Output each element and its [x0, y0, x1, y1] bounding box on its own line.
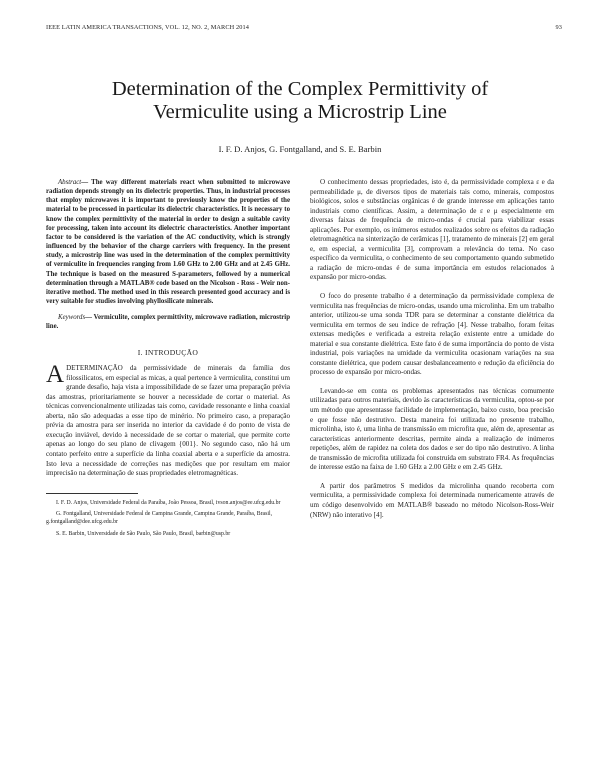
title-line-2: Vermiculite using a Microstrip Line [153, 101, 447, 123]
keywords-label: Keywords [58, 314, 86, 322]
page-number: 93 [555, 24, 562, 31]
body-paragraph-4: A partir dos parâmetros S medidos da microlinha quando recoberta com vermiculita, a permissividade complexa foi determinada numericamente através de um código desenvolvido em MATLAB® baseado no método Nicolson-Ross-Weir (NRW) não interativo [4]. [310, 481, 554, 519]
keywords-text: — Vermiculite, complex permittivity, microwave radiation, microstrip line. [46, 314, 290, 331]
author-list: I. F. D. Anjos, G. Fontgalland, and S. E. Barbin [218, 144, 382, 154]
abstract-text: — The way different materials react when submitted to microwave radiation depends strongly on its dielectric properties. Thus, in industrial processes that employ microwaves it is important to previously know the properties of the material to be processed in particular its dielectric characteristics. It is necessary to know the complex permittivity of the material in order to design a suitable cavity for processing, taken into account its dielectric characteristics. Another important factor to be considered is the variation of the AC conductivity, which is strongly influenced by the behavior of the charge carriers with frequency. In the present study, a microstrip line was used in the determination of the complex permittivity of vermiculite in frequencies ranging from 1.60 GHz to 2.00 GHz and at 2.45 GHz. The technique is based on the measured S-parameters, followed by a numerical determination through a MATLAB® code based on the Nicolson - Ross - Weir non-iterative method. The method used in this research presented good accuracy and is very suitable for studies involving phyllosilicate minerals. [46, 179, 290, 306]
intro-text: da permissividade de minerais da família dos filossilicatos, em especial as micas, a qual pertence à vermiculita, constitui um grande desafio, haja vista a impossibilidade de se fazer uma preparação prévia das amostras, prioritariamente se houver a necessidade de cortar o material. As técnicas convencionalmente utilizadas tais como, cavidade ressonante e linha coaxial aberta, não são adequadas a esse tipo de minério. No primeiro caso, a preparação prévia da amostra para ser inserida no interior da cavidade é do ponto de vista de execução inviável, devido à necessidade de se cortar o material, que permite corte apenas ao longo do seu plano de clivagem {001}. No segundo caso, não há um contato perfeito entre a superfície da linha coaxial aberta e a superfície da amostra. Isto leva a necessidade de correções nas medições que por resultam em maior imprecisão na determinação de suas propriedades eletromagnéticas. [46, 364, 290, 478]
running-header [46, 24, 562, 31]
journal-name: IEEE LATIN AMERICA TRANSACTIONS, VOL. 12, NO. 2, MARCH 2014 [46, 24, 249, 31]
footnote-author-1: I. F. D. Anjos, Universidade Federal da Paraíba, João Pessoa, Brasil, ivson.anjos@ee.ufcg.edu.br [56, 499, 281, 506]
footnote-author-3: S. E. Barbin, Universidade de São Paulo, São Paulo, Brasil, barbin@usp.br [56, 530, 231, 537]
drop-cap: A [46, 361, 65, 389]
footnote-author-2: G. Fontgalland, Universidade Federal de Campina Grande, Campina Grande, Paraíba, Brasil, g.fontgalland@dee.ufcg.edu.br [46, 510, 273, 526]
section-heading: I. INTRODUÇÃO [137, 347, 199, 357]
intro-first-word: DETERMINAÇÃO [66, 364, 123, 373]
body-paragraph-3: Levando-se em conta os problemas apresentados nas técnicas comumente utilizadas para outros materiais, devido às características da vermiculita, optou-se por um método que apresentasse facilidade de implementação, baixo custo, boa precisão e que fosse não destrutivo. Desta maneira foi utilizada no presente trabalho, microlinha, isto é, uma linha de transmissão em microfita que, além de, apresentar as características anteriormente descritas, permite ainda a realização de inúmeros repetições, além de rapidez na coleta dos dados e ser do tipo não destrutivo. A linha de transmissão de microfita utilizada foi construída em substrato FR4. As frequências de interesse estão na faixa de 1.60 GHz a 2.00 GHz e em 2.45 GHz. [310, 386, 554, 472]
body-paragraph-1: O conhecimento dessas propriedades, isto é, da permissividade complexa ε e da permeabilidade μ, de diversos tipos de materiais tais como, minerais, compostos biológicos, solos e substâncias orgânicas é de grande interesse em aplicações tanto industriais como científicas. Assim, a determinação de ε e μ especialmente em diversas faixas de frequência de micro-ondas é crucial para viabilizar essas aplicações. Por exemplo, os inúmeros estudos realizados sobre os efeitos da radiação eletromagnética na sinterização de cerâmicas [1], tratamento de minerais [2] em geral e, em especial, a vermiculita [3], comprovam a relevância do tema. No caso específico da vermiculita, o conhecimento de seu comportamento quando submetido a radiação de micro-ondas é de suma importância em estudos relacionados à expansão por micro-ondas. [310, 178, 554, 282]
abstract-label: Abstract [58, 179, 82, 186]
intro-paragraph [46, 361, 290, 479]
left-column [46, 178, 290, 541]
keywords [46, 313, 290, 331]
paper-title [40, 78, 560, 124]
body-paragraph-2: O foco do presente trabalho é a determinação da permissividade complexa de vermiculita nas frequências de micro-ondas, usando uma microlinha. Em um trabalho anterior, utilizou-se uma sonda TDR para se determinar a constante dielétrica da vermiculita em termos de seu índice de refração [4]. Nesse trabalho, foram feitas extensas medições e verificada a estreita relação existente entre a umidade do material e sua constante dielétrica. Este fato é de suma importância do ponto de vista industrial, pois variações na umidade da vermiculita ocasionam variações na sua constante dielétrica, que podem causar desbalanceamento e redução da eficiência do processo de expansão por micro-ondas. [310, 292, 554, 377]
abstract [46, 178, 290, 306]
title-line-1: Determination of the Complex Permittivity of [111, 78, 489, 100]
footnote-divider [46, 493, 138, 494]
right-column [310, 178, 554, 529]
